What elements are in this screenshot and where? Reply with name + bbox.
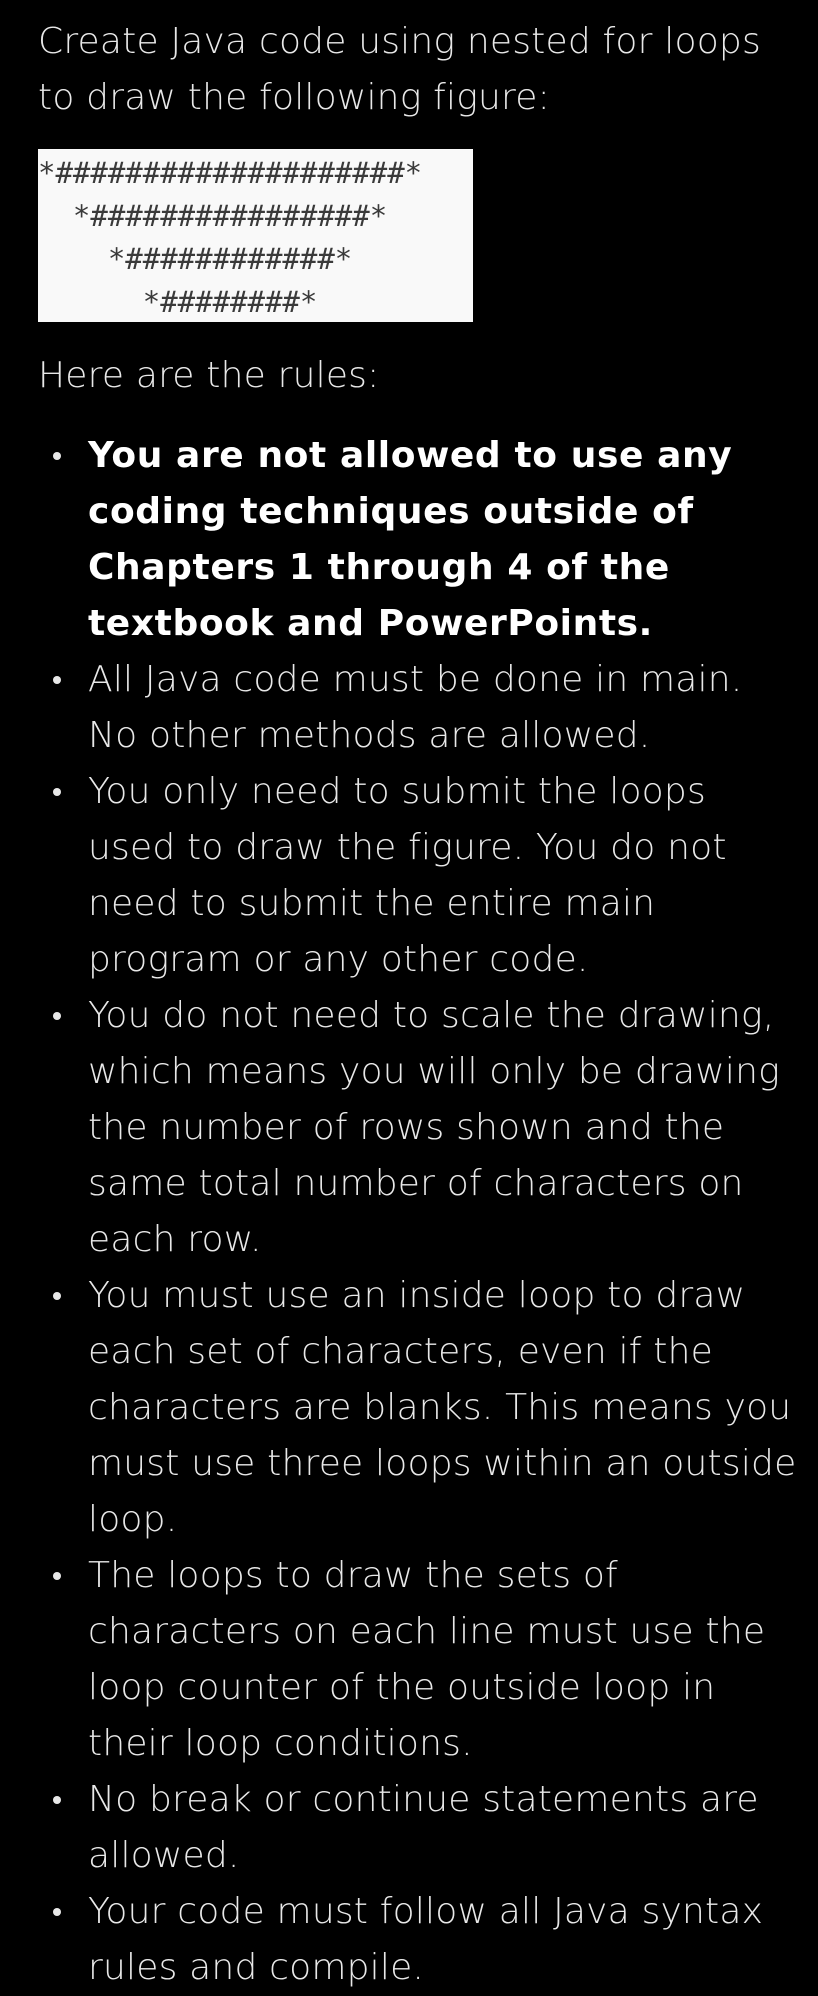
figure-row: *############* [38,242,353,276]
rules-heading: Here are the rules: [38,355,380,396]
rule-text: You only need to submit the loops used to draw the figure. You do not need to submit the entire main program or any other code. [88,771,727,980]
rule-text: Your code must follow all Java syntax rules and compile. [88,1891,764,1988]
intro-text: Create Java code using nested for loops to draw the following figure: [38,21,761,118]
rule-item [38,988,798,1268]
bullet-icon [53,1572,61,1580]
figure-row: *################* [38,199,388,233]
rule-item [38,1268,798,1548]
bullet-icon [53,788,61,796]
bullet-icon [53,1796,61,1804]
rule-item [38,652,798,764]
rule-item [38,428,798,652]
rule-text: You are not allowed to use any coding techniques outside of Chapters 1 through 4 of the textbook and PowerPoints. [88,435,733,644]
rule-text: You do not need to scale the drawing, which means you will only be drawing the number of rows shown and the same total number of characters on each row. [88,995,780,1260]
rule-item [38,764,798,988]
rule-text: No break or continue statements are allowed. [88,1779,759,1876]
rule-item [38,1772,798,1884]
rule-text: All Java code must be done in main. No other methods are allowed. [88,659,743,756]
bullet-icon [53,676,61,684]
rules-list [38,428,798,1996]
rule-item [38,1548,798,1772]
figure-row: *####################* [38,156,423,190]
rule-item [38,1884,798,1996]
figure-row: *########* [38,285,318,319]
rule-text: The loops to draw the sets of characters on each line must use the loop counter of the outside loop in their loop conditions. [88,1555,766,1764]
bullet-icon [53,1012,61,1020]
figure-image [38,149,473,322]
bullet-icon [53,452,61,460]
rule-text: You must use an inside loop to draw each set of characters, even if the characters are blanks. This means you must use three loops within an outside loop. [88,1275,797,1540]
bullet-icon [53,1292,61,1300]
bullet-icon [53,1908,61,1916]
